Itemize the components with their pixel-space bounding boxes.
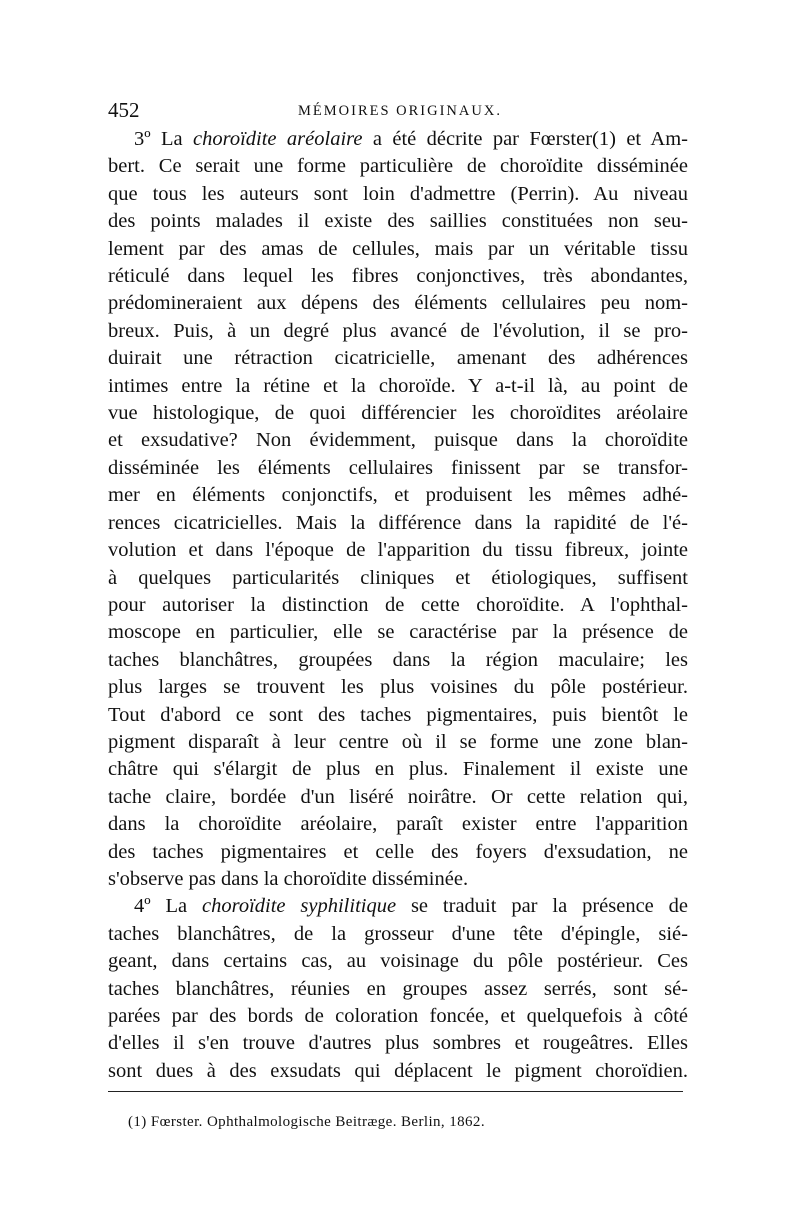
text-line: à quelques particularités cliniques et étiologiques, suffisent [108,566,688,589]
text-line: vue histologique, de quoi différencier les choroïdites aréolaire [108,402,688,425]
text-line: lement par des amas de cellules, mais par un véritable tissu [108,237,688,260]
paragraph-first-line [108,126,688,153]
emphasis-term: choroïdite syphilitique [202,895,397,918]
first-line-text: se traduit par la présence de [396,895,689,918]
text-line: volution et dans l'époque de l'apparition du tissu fibreux, jointe [108,539,688,562]
text-line: breux. Puis, à un degré plus avancé de l'évolution, il se pro- [108,319,688,342]
footnote-divider [108,1091,683,1092]
text-line: des points malades il existe des saillies constituées non seu- [108,210,688,233]
text-line: châtre qui s'élargit de plus en plus. Finalement il existe une [108,758,688,781]
text-line: que tous les auteurs sont loin d'admettre (Perrin). Au niveau [108,182,688,205]
text-line: intimes entre la rétine et la choroïde. Y a-t-il là, au point de [108,374,688,397]
paragraph-syphilitic-choroiditis [108,893,688,1085]
page [108,96,688,1132]
text-line: s'observe pas dans la choroïdite disséminée. [108,867,469,890]
body-text [108,126,688,1085]
text-line: geant, dans certains cas, au voisinage du pôle postérieur. Ces [108,950,688,973]
text-line: dans la choroïdite aréolaire, paraît exister entre l'apparition [108,813,688,836]
footnote: (1) Fœrster. Ophthalmologische Beitræge. Berlin, 1862. [128,1114,485,1131]
text-line: taches blanchâtres, de la grosseur d'une tête d'épingle, sié- [108,922,688,945]
text-line: pour autoriser la distinction de cette choroïdite. A l'ophthal- [108,593,688,616]
paragraph-areolar-choroiditis [108,126,688,893]
emphasis-term: choroïdite aréolaire [193,128,363,150]
text-line: duirait une rétraction cicatricielle, amenant des adhérences [108,347,688,370]
running-title: MÉMOIRES ORIGINAUX. [298,103,502,119]
text-line: prédomineraient aux dépens des éléments cellulaires peu nom- [108,292,688,315]
text-line: pigment disparaît à leur centre où il se forme une zone blan- [108,730,688,753]
text-line: sont dues à des exsudats qui déplacent le pigment choroïdien. [108,1059,688,1082]
text-line: taches blanchâtres, réunies en groupes assez serrés, sont sé- [108,977,688,1000]
text-line: mer en éléments conjonctifs, et produisent les mêmes adhé- [108,484,688,507]
text-line: bert. Ce serait une forme particulière de choroïdite disséminée [108,155,688,178]
paragraph-prefix: 3º La [134,128,194,150]
text-line: moscope en particulier, elle se caractérise par la présence de [108,621,688,644]
text-line: Tout d'abord ce sont des taches pigmentaires, puis bientôt le [108,703,688,726]
text-line: tache claire, bordée d'un liséré noirâtre. Or cette relation qui, [108,785,688,808]
text-line: d'elles il s'en trouve d'autres plus sombres et rougeâtres. Elles [108,1032,688,1055]
paragraph-prefix: 4º La [134,895,203,918]
running-head [108,96,688,124]
text-line: plus larges se trouvent les plus voisines du pôle postérieur. [108,676,688,699]
text-line: réticulé dans lequel les fibres conjonctives, très abondantes, [108,265,688,288]
text-line: taches blanchâtres, groupées dans la région maculaire; les [108,648,688,671]
text-line: et exsudative? Non évidemment, puisque dans la choroïdite [108,429,688,452]
page-number: 452 [108,98,140,122]
text-line: des taches pigmentaires et celle des foyers d'exsudation, ne [108,840,688,863]
first-line-text: a été décrite par Fœrster(1) et Am- [362,128,688,150]
text-line: disséminée les éléments cellulaires finissent par se transfor- [108,456,688,479]
text-line: rences cicatricielles. Mais la différence dans la rapidité de l'é- [108,511,688,534]
text-line: parées par des bords de coloration foncée, et quelquefois à côté [108,1005,688,1027]
paragraph-first-line [108,893,688,920]
